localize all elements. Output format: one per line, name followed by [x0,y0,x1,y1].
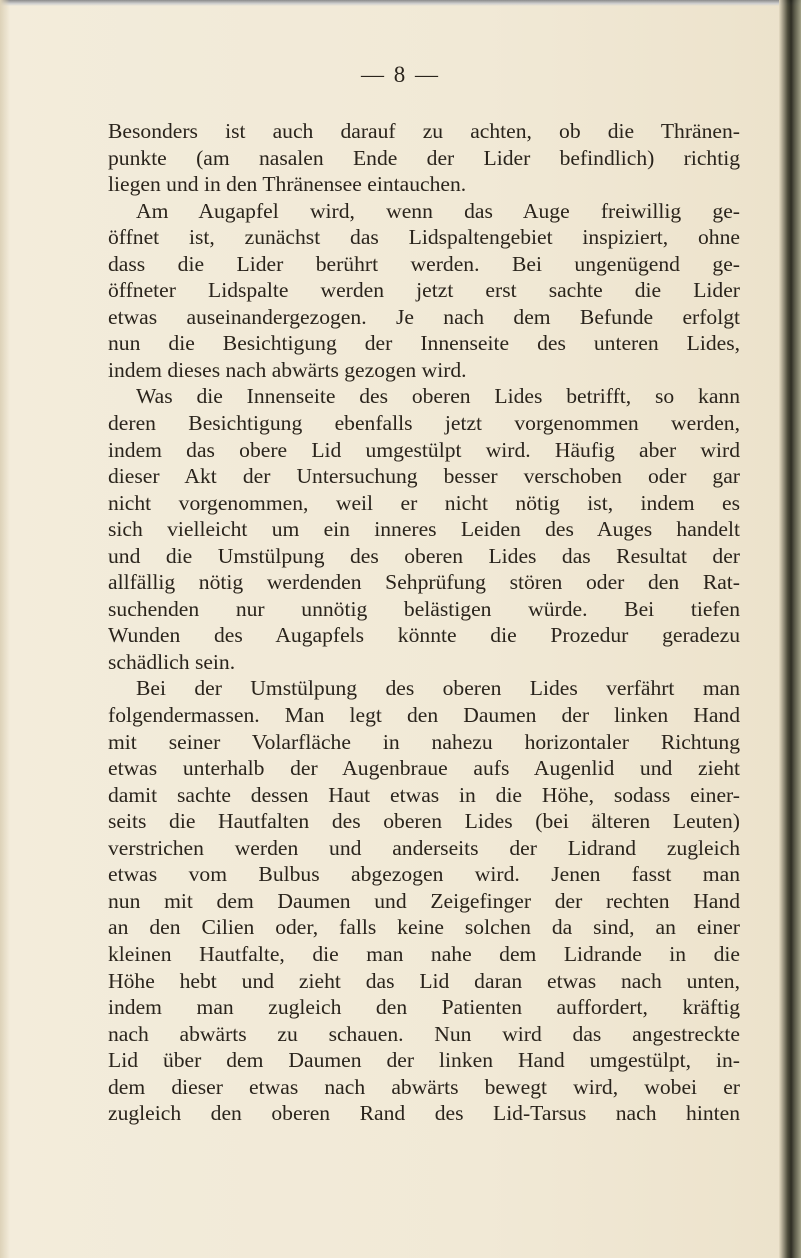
page-edge-binding [779,0,801,1258]
text-line: mit seiner Volarfläche in nahezu horizontaler Richtung [108,729,740,754]
body-text [108,118,740,1127]
text-line: nach abwärts zu schauen. Nun wird das angestreckte [108,1021,740,1046]
text-line: indem man zugleich den Patienten auffordert, kräftig [108,995,740,1020]
text-line: etwas unterhalb der Augenbraue aufs Augenlid und zieht [108,756,740,781]
text-line: Höhe hebt und zieht das Lid daran etwas nach unten, [108,968,740,993]
text-line: etwas vom Bulbus abgezogen wird. Jenen fasst man [108,862,740,887]
text-line: liegen und in den Thränensee eintauchen. [108,172,467,197]
text-line: verstrichen werden und anderseits der Lidrand zugleich [108,835,740,860]
text-line: Wunden des Augapfels könnte die Prozedur geradezu [108,623,740,648]
text-line: nun die Besichtigung der Innenseite des unteren Lides, [108,331,740,356]
page-number: — 8 — [361,62,440,87]
text-line: punkte (am nasalen Ende der Lider befindlich) richtig [108,145,740,170]
text-line: sich vielleicht um ein inneres Leiden des Auges handelt [108,517,740,542]
text-line: und die Umstülpung des oberen Lides das Resultat der [108,543,740,568]
text-line: damit sachte dessen Haut etwas in die Höhe, sodass einer- [108,782,740,807]
text-line: Was die Innenseite des oberen Lides betrifft, so kann [136,384,740,409]
text-line: etwas auseinandergezogen. Je nach dem Befunde erfolgt [108,304,740,329]
text-line: nicht vorgenommen, weil er nicht nötig ist, indem es [108,490,740,515]
text-line: suchenden nur unnötig belästigen würde. Bei tiefen [108,596,740,621]
text-line: indem dieses nach abwärts gezogen wird. [108,357,467,382]
page-gutter-shade [0,0,10,1258]
text-line: Besonders ist auch darauf zu achten, ob die Thränen- [108,119,740,143]
text-line: indem das obere Lid umgestülpt wird. Häufig aber wird [108,437,740,462]
text-line: Bei der Umstülpung des oberen Lides verfährt man [136,676,740,701]
text-line: Lid über dem Daumen der linken Hand umgestülpt, in- [108,1048,740,1073]
text-line: deren Besichtigung ebenfalls jetzt vorgenommen werden, [108,411,740,436]
text-line: folgendermassen. Man legt den Daumen der linken Hand [108,703,740,728]
text-line: öffnet ist, zunächst das Lidspaltengebiet inspiziert, ohne [108,225,740,250]
text-line: nun mit dem Daumen und Zeigefinger der rechten Hand [108,888,740,913]
text-line: dass die Lider berührt werden. Bei ungenügend ge- [108,251,740,276]
text-line: dieser Akt der Untersuchung besser verschoben oder gar [108,464,740,489]
text-line: Am Augapfel wird, wenn das Auge freiwillig ge- [136,198,740,223]
text-line: an den Cilien oder, falls keine solchen da sind, an einer [108,915,740,940]
text-line: zugleich den oberen Rand des Lid-Tarsus nach hinten [108,1101,740,1126]
text-line: seits die Hautfalten des oberen Lides (bei älteren Leuten) [108,809,740,834]
text-line: allfällig nötig werdenden Sehprüfung stören oder den Rat- [108,570,740,595]
text-line: dem dieser etwas nach abwärts bewegt wird, wobei er [108,1074,740,1099]
top-edge-shadow [0,0,801,6]
text-line: schädlich sein. [108,649,236,674]
text-line: öffneter Lidspalte werden jetzt erst sachte die Lider [108,278,740,303]
text-line: kleinen Hautfalte, die man nahe dem Lidrande in die [108,941,740,966]
